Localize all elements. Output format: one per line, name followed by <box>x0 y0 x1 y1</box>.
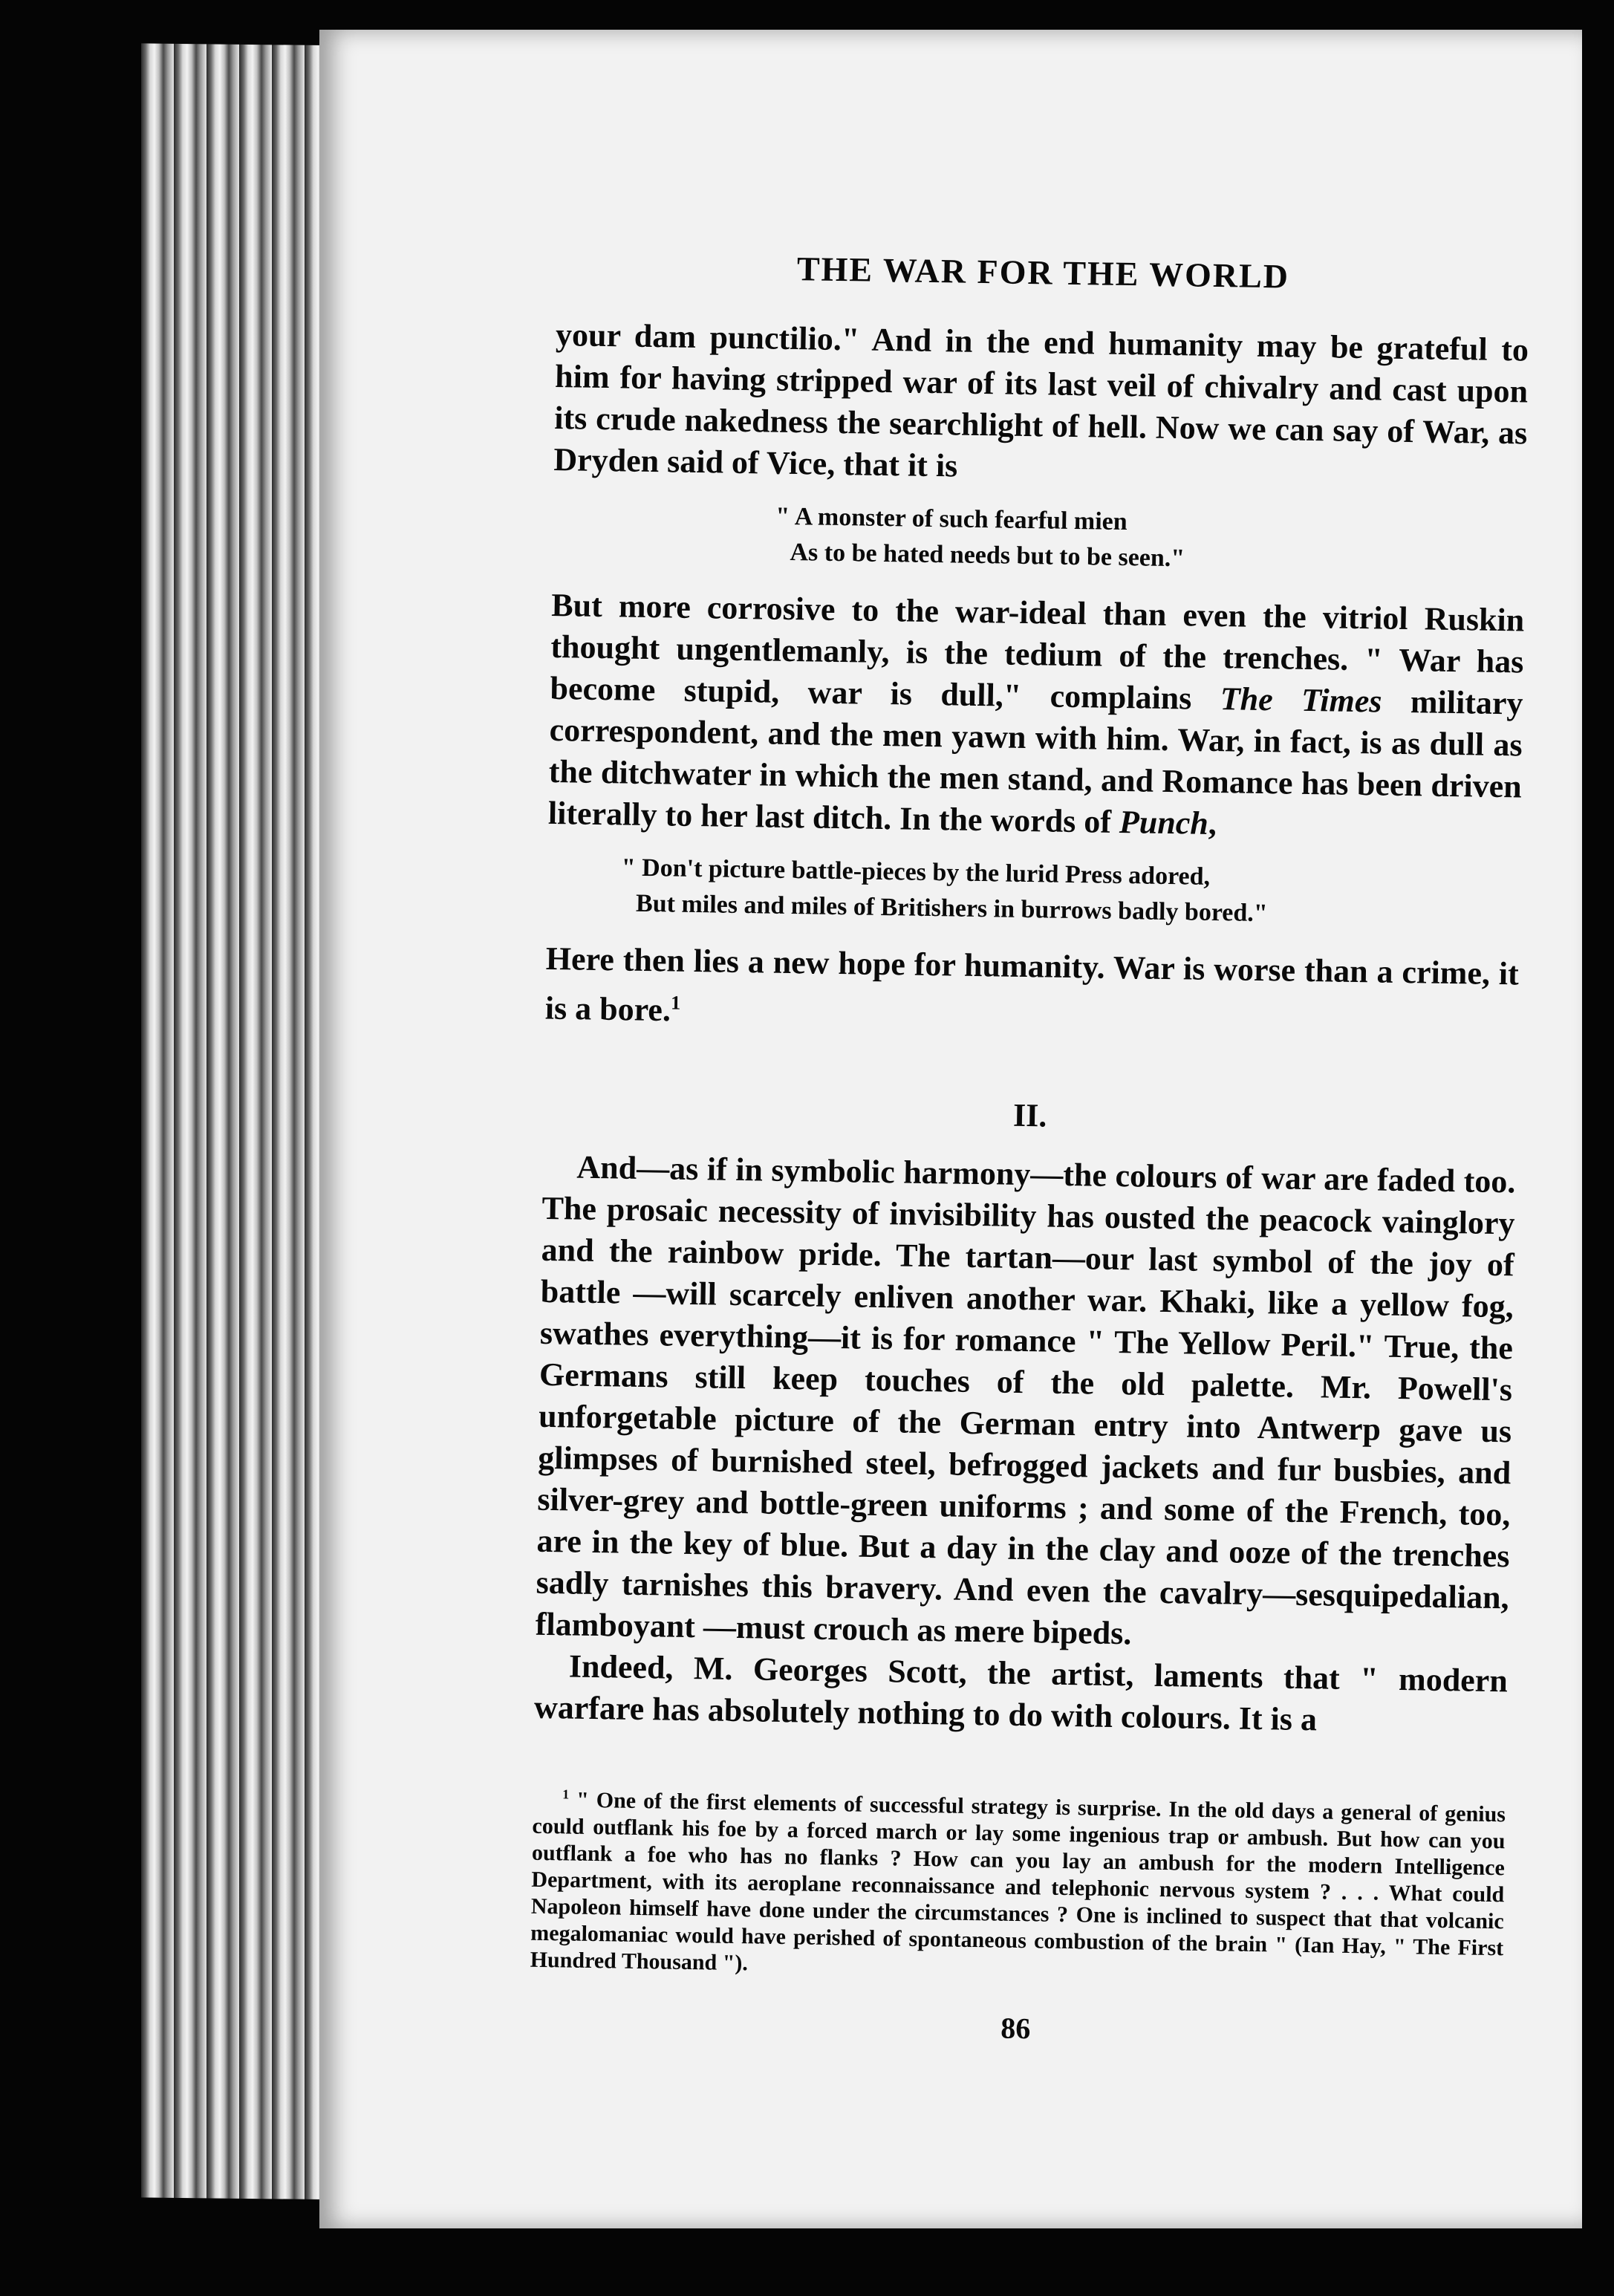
paragraph-2-end: , <box>1208 804 1217 842</box>
running-head: THE WAR FOR THE WORLD <box>796 250 1290 296</box>
verse-line: " Don't picture battle-pieces by the lurid Press adored, <box>621 853 1211 891</box>
paragraph-1: your dam punctilio." And in the end humanity may be grateful to him for having stripped war of its last veil of chivalry and cast upon its crude nakedness the searchlight of hell. Now we can say of War, as Dryden said of Vice, that it is <box>553 316 1529 484</box>
verse-line: " A monster of such fearful mien <box>775 502 1127 536</box>
paragraph-2-text: military correspondent, and the men yawn with him. War, in fact, is as dull as the ditchwater in which the men stand, and Romance has been driven literally to her last ditch. In the words of <box>547 683 1523 840</box>
paragraph-5: Indeed, M. Georges Scott, the artist, laments that " modern warfare has absolutely nothing to do with colours. It is a <box>533 1648 1509 1737</box>
paragraph-3-text: Here then lies a new hope for humanity. War is worse than a crime, it is a bore. <box>544 940 1520 1029</box>
times-title: The Times <box>1220 680 1382 720</box>
paragraph-2 <box>548 585 1525 850</box>
verse-line: But miles and miles of Britishers in burrows badly bored." <box>635 889 1268 928</box>
paragraph-3 <box>544 938 1519 1044</box>
paragraph-2-text: But more corrosive to the war-ideal than even the vitriol Ruskin thought ungentlemanly, is the tedium of the trenches. " War has become stupid, war is dull," complains <box>550 586 1525 718</box>
section-heading: II. <box>1012 1096 1047 1134</box>
page-number: 86 <box>1000 2011 1031 2045</box>
paragraph-4: And—as if in symbolic harmony—the colours of war are faded too. The prosaic necessity of invisibility has ousted the peacock vainglory and the rainbow pride. The tartan—our last symbol of the joy of battle —will scarcely enliven another war. Khaki, like a yellow fog, swathes everything—it is for romance " The Yellow Peril." True, the Germans still keep touches of the old palette. Mr. Powell's unforgetable picture of the German entry into Antwerp gave us glimpses of burnished steel, befrogged jackets and fur busbies, and silver-grey and bottle-green uniforms ; and some of the French, too, are in the key of blue. But a day in the clay and ooze of the trenches sadly tarnishes this bravery. And even the cavalry—sesquipedalian, flamboyant —must crouch as mere bipeds. <box>535 1148 1516 1652</box>
page-content <box>529 245 1530 2053</box>
verse-quote-punch <box>621 850 1520 935</box>
footnote <box>530 1780 1506 1988</box>
verse-line: As to be hated needs but to be seen." <box>790 538 1185 573</box>
footnote-marker: 1 <box>562 1786 570 1802</box>
footnote-text: " One of the first elements of successful strategy is surprise. In the old days a general of genius could outflank his foe by a forced march or lay some ingenious trap or ambush. But how can you outflank a foe who has no flanks ? How can you lay an ambush for the modern Intelligence Department, with its aeroplane reconnaissance and telephonic nervous system ? . . . What could Napoleon himself have done under the circumstances ? One is inclined to suspect that that volcanic megalomaniac would have perished of spontaneous combustion of the brain " (Ian Hay, " The First Hundred Thousand "). <box>530 1787 1506 1975</box>
footnote-reference: 1 <box>670 991 681 1014</box>
book-page <box>319 30 1582 2228</box>
punch-title: Punch <box>1119 803 1209 842</box>
verse-quote-dryden <box>775 499 1526 582</box>
